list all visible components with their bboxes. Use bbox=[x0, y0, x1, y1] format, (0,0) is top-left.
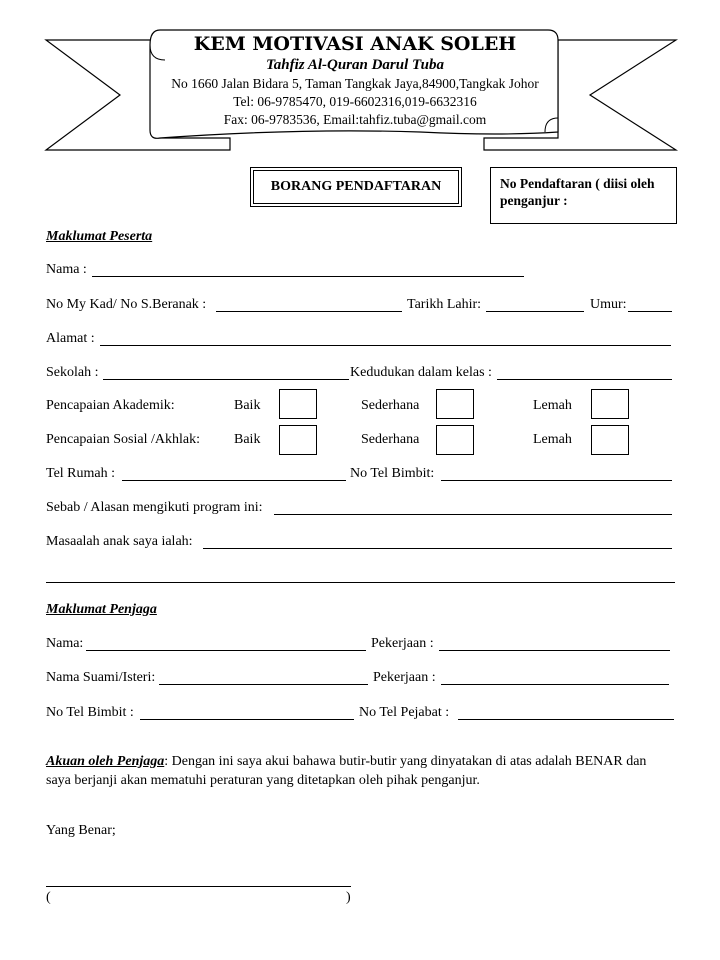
age-field[interactable] bbox=[628, 311, 672, 312]
problem-field[interactable] bbox=[203, 548, 672, 549]
school-label: Sekolah : bbox=[46, 365, 99, 380]
academic-baik-checkbox[interactable] bbox=[279, 389, 317, 419]
academic-sederhana-label: Sederhana bbox=[361, 398, 420, 413]
academic-label: Pencapaian Akademik: bbox=[46, 398, 175, 413]
mobile-phone-field[interactable] bbox=[441, 480, 672, 481]
declaration-text-1: : Dengan ini saya akui bahawa butir-butir yang dinyatakan di atas adalah BENAR dan bbox=[164, 754, 647, 769]
participant-section-title: Maklumat Peserta bbox=[46, 229, 153, 244]
organization-phone: Tel: 06-9785470, 019-6602316,019-6632316 bbox=[233, 94, 477, 109]
guardian-mobile-label: No Tel Bimbit : bbox=[46, 705, 134, 720]
problem-label: Masaalah anak saya ialah: bbox=[46, 534, 193, 549]
name-label: Nama : bbox=[46, 262, 87, 277]
declaration-text-2: saya berjanji akan mematuhi peraturan yang ditetapkan oleh pihak penganjur. bbox=[46, 773, 480, 788]
reason-label: Sebab / Alasan mengikuti program ini: bbox=[46, 500, 263, 515]
registration-number-label: No Pendaftaran ( diisi oleh penganjur : bbox=[500, 176, 655, 208]
signature-line[interactable] bbox=[46, 886, 351, 887]
declaration-line-1 bbox=[46, 754, 646, 770]
address-field[interactable] bbox=[100, 345, 671, 346]
social-label: Pencapaian Sosial /Akhlak: bbox=[46, 432, 200, 447]
social-sederhana-label: Sederhana bbox=[361, 432, 420, 447]
social-sederhana-checkbox[interactable] bbox=[436, 425, 474, 455]
age-label: Umur: bbox=[590, 297, 627, 312]
name-field[interactable] bbox=[92, 276, 524, 277]
guardian-name-field[interactable] bbox=[86, 650, 366, 651]
registration-number-box[interactable] bbox=[490, 167, 677, 224]
class-rank-label: Kedudukan dalam kelas : bbox=[350, 365, 492, 380]
social-lemah-label: Lemah bbox=[533, 432, 572, 447]
form-title-box bbox=[250, 167, 462, 207]
academic-baik-label: Baik bbox=[234, 398, 261, 413]
home-phone-label: Tel Rumah : bbox=[46, 466, 116, 481]
organization-subtitle: Tahfiz Al-Quran Darul Tuba bbox=[266, 57, 444, 73]
social-baik-label: Baik bbox=[234, 432, 261, 447]
social-baik-checkbox[interactable] bbox=[279, 425, 317, 455]
guardian-office-phone-field[interactable] bbox=[458, 719, 674, 720]
signature-close-paren: ) bbox=[346, 890, 351, 905]
mykad-field[interactable] bbox=[216, 311, 402, 312]
form-title: BORANG PENDAFTARAN bbox=[270, 179, 442, 194]
guardian-section-title: Maklumat Penjaga bbox=[46, 602, 157, 617]
guardian-mobile-field[interactable] bbox=[140, 719, 354, 720]
spouse-name-label: Nama Suami/Isteri: bbox=[46, 670, 156, 685]
home-phone-field[interactable] bbox=[122, 480, 346, 481]
guardian-name-label: Nama: bbox=[46, 636, 84, 651]
yours-truly-label: Yang Benar; bbox=[46, 823, 116, 838]
organization-fax-email: Fax: 06-9783536, Email:tahfiz.tuba@gmail.com bbox=[223, 112, 487, 127]
guardian-office-phone-label: No Tel Pejabat : bbox=[359, 705, 450, 720]
academic-lemah-label: Lemah bbox=[533, 398, 572, 413]
organization-title: KEM MOTIVASI ANAK SOLEH bbox=[193, 33, 517, 55]
social-lemah-checkbox[interactable] bbox=[591, 425, 629, 455]
class-rank-field[interactable] bbox=[497, 379, 672, 380]
reason-field[interactable] bbox=[274, 514, 672, 515]
academic-lemah-checkbox[interactable] bbox=[591, 389, 629, 419]
declaration-label: Akuan oleh Penjaga bbox=[46, 754, 165, 769]
mykad-label: No My Kad/ No S.Beranak : bbox=[46, 297, 207, 312]
school-field[interactable] bbox=[103, 379, 349, 380]
spouse-occupation-label: Pekerjaan : bbox=[373, 670, 436, 685]
birthdate-field[interactable] bbox=[486, 311, 584, 312]
problem-field-line-2[interactable] bbox=[46, 582, 675, 583]
address-label: Alamat : bbox=[46, 331, 95, 346]
mobile-phone-label: No Tel Bimbit: bbox=[350, 466, 435, 481]
spouse-name-field[interactable] bbox=[159, 684, 368, 685]
academic-sederhana-checkbox[interactable] bbox=[436, 389, 474, 419]
birthdate-label: Tarikh Lahir: bbox=[407, 297, 482, 312]
organization-address: No 1660 Jalan Bidara 5, Taman Tangkak Jaya,84900,Tangkak Johor bbox=[171, 76, 539, 91]
signature-open-paren: ( bbox=[46, 890, 51, 905]
guardian-occupation-label: Pekerjaan : bbox=[371, 636, 434, 651]
spouse-occupation-field[interactable] bbox=[441, 684, 669, 685]
guardian-occupation-field[interactable] bbox=[439, 650, 670, 651]
